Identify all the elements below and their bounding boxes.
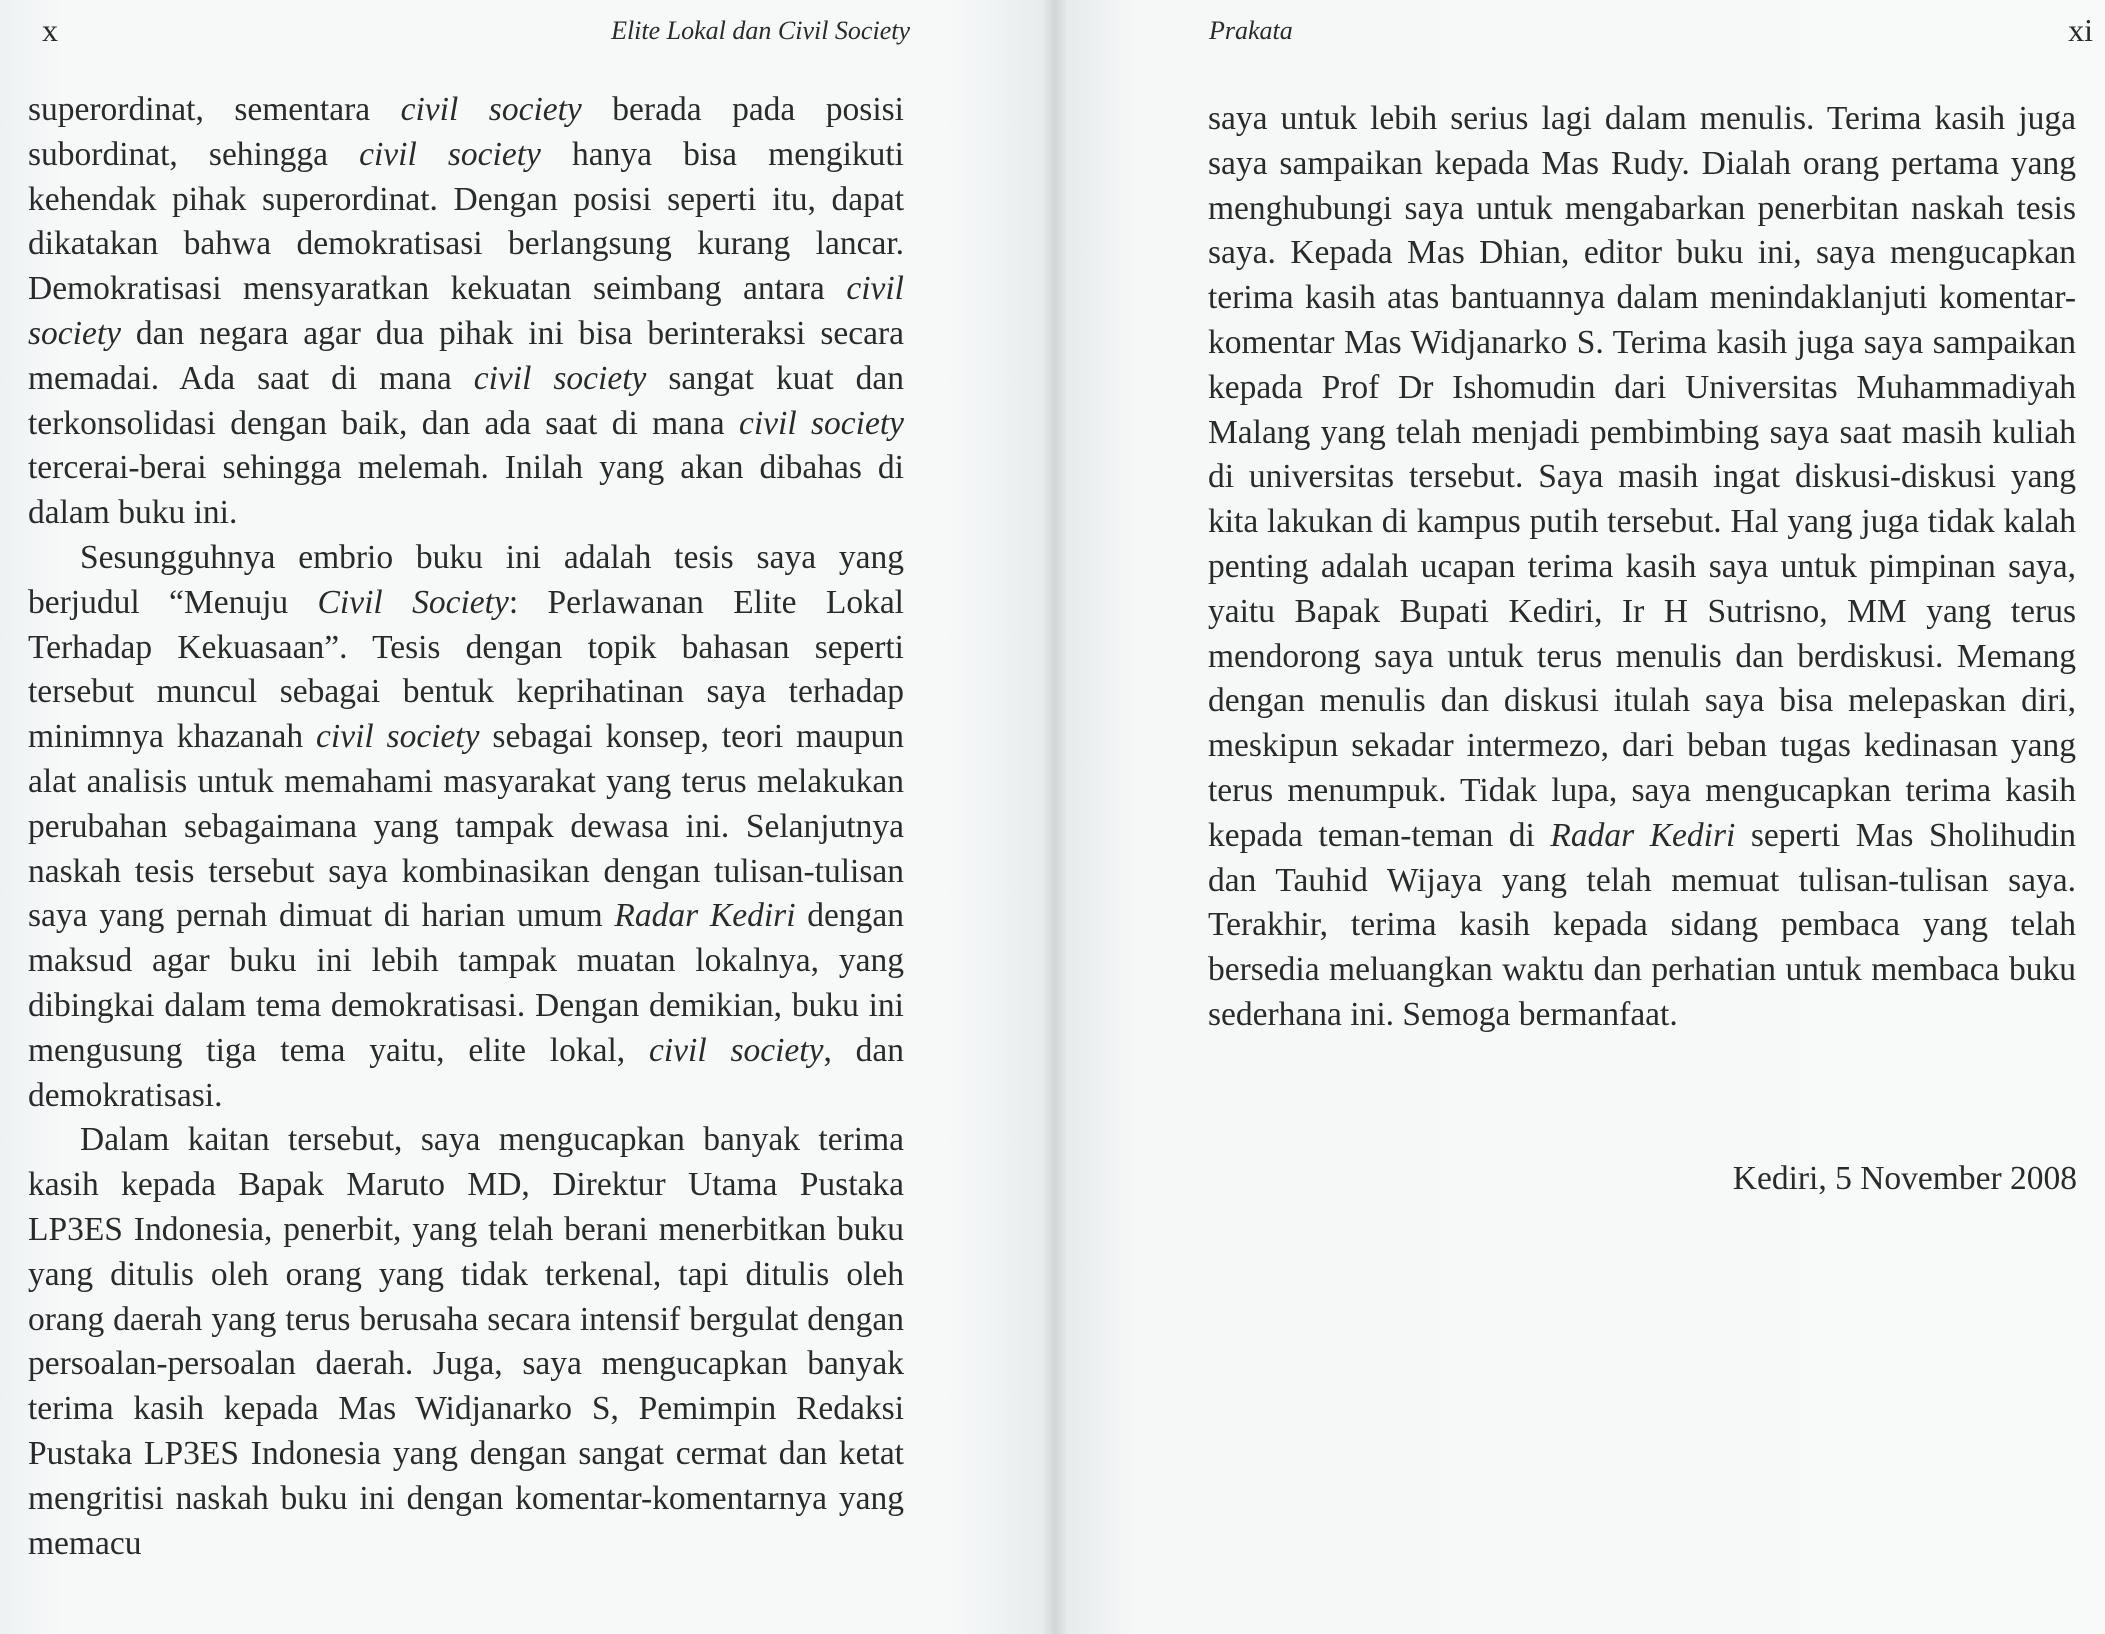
italic-term: Radar Kediri <box>614 897 796 935</box>
italic-term: Civil Society <box>317 583 509 621</box>
text-run: saya untuk lebih serius lagi dalam menulis. Terima kasih juga saya sampaikan kepada Mas Rudy. Dialah orang pertama yang menghubungi saya untuk mengabarkan penerbitan naskah tesis saya. Kepada Mas Dhian, editor buku ini, saya mengucapkan terima kasih atas bantuannya dalam menindaklanjuti komentar-komentar Mas Widjanarko S. Terima kasih juga saya sampaikan kepada Prof Dr Ishomudin dari Universitas Muhammadiyah Malang yang telah menjadi pembimbing saya saat masih kuliah di universitas tersebut. Saya masih ingat diskusi-diskusi yang kita lakukan di kampus putih tersebut. Hal yang juga tidak kalah penting adalah ucapan terima kasih saya untuk pimpinan saya, yaitu Bapak Bupati Kediri, Ir H Sutrisno, MM yang terus mendorong saya untuk terus menulis dan berdiskusi. Memang dengan menulis dan diskusi itulah saya bisa melepaskan diri, meskipun sekadar intermezo, dari beban tugas kedinasan yang terus menumpuk. Tidak lupa, saya mengucapkan terima kasih kepada teman-teman di <box>1208 100 2076 854</box>
italic-term: civil society <box>473 359 647 397</box>
text-run: seperti Mas Sholihudin dan Tauhid Wijaya yang telah memuat tulisan-tulisan saya. Terakhir, terima kasih kepada sidang pembaca yang telah bersedia meluangkan waktu dan perhatian untuk membaca buku sederhana ini. Semoga bermanfaat. <box>1208 816 2076 1033</box>
running-head: Prakata <box>1209 16 1293 45</box>
text-run: hanya bisa mengikuti kehendak pihak superordinat. Dengan posisi seperti itu, dapat dikatakan bahwa demokratisasi berlangsung kurang lancar. Demokratisasi mensyaratkan kekuatan seimbang antara <box>28 135 904 308</box>
italic-term: civil society <box>359 135 541 173</box>
italic-term: civil society <box>648 1031 824 1069</box>
paragraph <box>28 1118 904 1566</box>
text-run: superordinat, sementara <box>28 91 401 128</box>
text-run: sangat kuat dan terkonsolidasi dengan baik, dan ada saat di mana <box>28 359 904 442</box>
text-run: dengan maksud agar buku ini lebih tampak muatan lokalnya, yang dibingkai dalam tema demokratisasi. Dengan demikian, buku ini mengusung tiga tema yaitu, elite lokal, <box>28 897 904 1069</box>
left-page <box>0 0 1052 1634</box>
italic-term: civil society <box>400 91 582 128</box>
body-text <box>1208 97 2076 1038</box>
running-head: Elite Lokal dan Civil Society <box>611 16 910 45</box>
italic-term: Radar Kediri <box>1550 816 1736 854</box>
italic-term: civil society <box>739 404 905 442</box>
text-run: : Perlawanan Elite Lokal Terhadap Kekuasaan”. Tesis dengan topik bahasan seperti tersebut muncul sebagai bentuk keprihatinan saya terhadap minimnya khazanah <box>28 583 904 756</box>
text-run: dan negara agar dua pihak ini bisa berinteraksi secara memadai. Ada saat di mana <box>28 314 904 397</box>
paragraph <box>28 88 904 536</box>
book-gutter <box>1044 0 1066 1634</box>
text-run: tercerai-berai sehingga melemah. Inilah yang akan dibahas di dalam buku ini. <box>28 449 904 532</box>
body-text <box>28 88 904 1566</box>
text-run: , dan demokratisasi. <box>28 1031 904 1114</box>
text-run: Dalam kaitan tersebut, saya mengucapkan banyak terima kasih kepada Bapak Maruto MD, Direktur Utama Pustaka LP3ES Indonesia, penerbit, yang telah berani menerbitkan buku yang ditulis oleh orang yang tidak terkenal, tapi ditulis oleh orang daerah yang terus berusaha secara intensif bergulat dengan persoalan-persoalan daerah. Juga, saya mengucapkan banyak terima kasih kepada Mas Widjanarko S, Pemimpin Redaksi Pustaka LP3ES Indonesia yang dengan sangat cermat dan ketat mengritisi naskah buku ini dengan komentar-komentarnya yang memacu <box>28 1121 904 1562</box>
signoff-place-date: Kediri, 5 November 2008 <box>1732 1160 2077 1197</box>
paragraph <box>1208 97 2076 1038</box>
page-number: x <box>42 12 58 48</box>
page-number: xi <box>2068 12 2093 48</box>
italic-term: civil society <box>28 270 904 352</box>
text-run: sebagai konsep, teori maupun alat analisis untuk memahami masyarakat yang terus melakukan perubahan sebagaimana yang tampak dewasa ini. Selanjutnya naskah tesis tersebut saya kombinasikan dengan tulisan-tulisan saya yang pernah dimuat di harian umum <box>28 718 905 935</box>
paragraph <box>28 536 904 1118</box>
text-run: berada pada posisi subordinat, sehingga <box>28 91 904 173</box>
text-run: Sesungguhnya embrio buku ini adalah tesis saya yang berjudul “Menuju <box>28 538 904 621</box>
right-page <box>1052 0 2105 1634</box>
italic-term: civil society <box>316 718 480 756</box>
